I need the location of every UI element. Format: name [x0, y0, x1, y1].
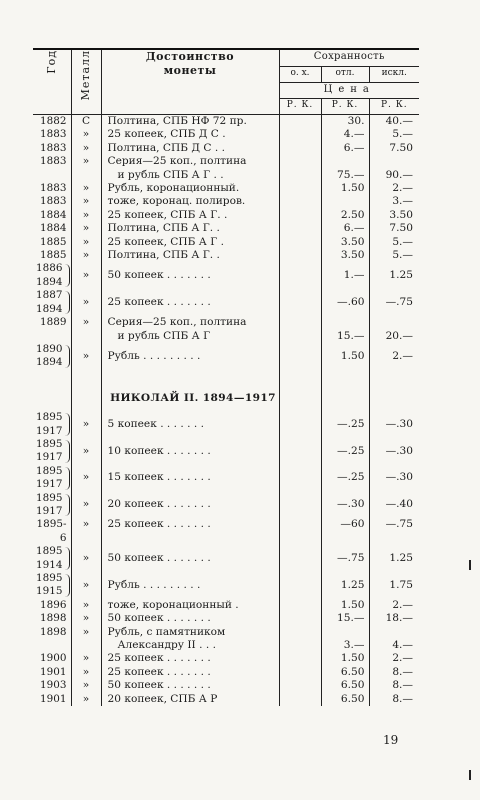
- price-exceptional-cell: —.30: [385, 471, 414, 484]
- year-value: 1914: [36, 558, 63, 571]
- year-value: 1894: [36, 356, 63, 369]
- price-exceptional-cell: 8.—: [392, 665, 414, 678]
- edge-mark: [469, 560, 471, 570]
- table-body: [33, 115, 419, 707]
- price-excellent-cell: 1.50: [321, 343, 369, 370]
- year-cell: 1883: [33, 182, 71, 195]
- denomination-text: Полтина, СПБ НФ 72 пр.: [107, 115, 247, 127]
- price-ordinary-cell: [279, 545, 321, 572]
- section-row: [33, 382, 419, 411]
- metal-column-header: Металл: [71, 49, 101, 115]
- section-cell: [71, 382, 101, 411]
- price-ordinary-cell: [279, 492, 321, 519]
- table-header: [33, 49, 419, 115]
- price-ordinary-cell: [279, 249, 321, 262]
- denomination-text: Полтина, СПБ А Г. .: [107, 222, 220, 235]
- price-ordinary-cell: [279, 316, 321, 343]
- metal-cell: »: [71, 155, 101, 182]
- table-row: [33, 679, 419, 692]
- metal-cell: »: [71, 599, 101, 612]
- price-excellent-cell: 6.—: [321, 222, 369, 235]
- table-row: [33, 262, 419, 289]
- denomination-cell: [101, 316, 279, 343]
- price-excellent-cell: 15.—: [321, 316, 369, 343]
- denomination-text: Полтина, СПБ Д С . .: [107, 141, 225, 154]
- table-row: [33, 626, 419, 653]
- denomination-text: 50 копеек . . . . . . .: [107, 269, 211, 282]
- condition-header: о. х.: [279, 67, 321, 83]
- denomination-cell: [101, 182, 279, 195]
- section-cell: [279, 382, 321, 411]
- denomination-cell: [101, 343, 279, 370]
- table-row: [33, 411, 419, 438]
- price-exceptional-cell: 8.—: [392, 692, 414, 705]
- table-row: [33, 492, 419, 519]
- spacer-cell: [279, 370, 321, 382]
- metal-cell: »: [71, 236, 101, 249]
- currency-header: Р. К.: [279, 99, 321, 115]
- metal-cell: »: [71, 222, 101, 235]
- denomination-text: 25 копеек, СПБ А Г. .: [107, 208, 228, 221]
- table-row: [33, 142, 419, 155]
- metal-cell: »: [71, 343, 101, 370]
- price-ordinary-cell: [279, 128, 321, 141]
- denomination-text: 25 копеек . . . . . . .: [107, 518, 211, 531]
- denomination-cell: [101, 492, 279, 519]
- price-exceptional-cell: 2.—: [392, 182, 414, 195]
- table-row: [33, 249, 419, 262]
- metal-cell: »: [71, 492, 101, 519]
- table-row: [33, 316, 419, 343]
- table-row: [33, 612, 419, 625]
- price-excellent-cell: 6.50: [321, 679, 369, 692]
- price-ordinary-cell: [279, 599, 321, 612]
- metal-cell: »: [71, 666, 101, 679]
- denomination-text: 50 копеек . . . . . . .: [107, 551, 211, 564]
- price-exceptional-cell: 20.—: [385, 329, 414, 342]
- denomination-cell: [101, 545, 279, 572]
- price-exceptional-cell: 1.25: [389, 269, 414, 282]
- spacer-cell: [33, 370, 71, 382]
- table-row: [33, 599, 419, 612]
- price-ordinary-cell: [279, 182, 321, 195]
- price-ordinary-cell: [279, 438, 321, 465]
- year-cell: 1896: [33, 599, 71, 612]
- year-cell: 1883: [33, 142, 71, 155]
- denomination-cell: [101, 679, 279, 692]
- year-cell: 1903: [33, 679, 71, 692]
- section-cell: [321, 382, 369, 411]
- metal-cell: »: [71, 572, 101, 599]
- price-exceptional-cell: 3.—: [392, 195, 414, 208]
- denomination-text: 10 копеек . . . . . . .: [107, 444, 211, 457]
- price-excellent-cell: 30.: [321, 115, 369, 129]
- price-exceptional-cell: —.75: [385, 295, 414, 308]
- price-exceptional-cell: 2.—: [392, 598, 414, 611]
- year-cell: [33, 438, 71, 465]
- price-excellent-cell: 3.—: [321, 626, 369, 653]
- price-excellent-cell: —.75: [321, 545, 369, 572]
- table-row: [33, 209, 419, 222]
- denomination-text: тоже, коронационный .: [107, 598, 239, 611]
- brace-mark: [65, 264, 70, 287]
- table-row: [33, 438, 419, 465]
- price-ordinary-cell: [279, 343, 321, 370]
- condition-header: отл.: [321, 67, 369, 83]
- year-cell: [33, 492, 71, 519]
- price-ordinary-cell: [279, 652, 321, 665]
- year-cell: 1889: [33, 316, 71, 343]
- year-value: 1915: [36, 585, 63, 598]
- price-exceptional-cell: —.40: [385, 498, 414, 511]
- price-exceptional-cell: —.30: [385, 444, 414, 457]
- denomination-text: Серия—25 коп., полтина: [107, 155, 247, 168]
- table-row: [33, 236, 419, 249]
- price-excellent-cell: 1.50: [321, 599, 369, 612]
- metal-cell: »: [71, 693, 101, 706]
- year-cell: 1898: [33, 612, 71, 625]
- year-cell: 1900: [33, 652, 71, 665]
- price-excellent-cell: 1.50: [321, 182, 369, 195]
- price-ordinary-cell: [279, 572, 321, 599]
- price-excellent-cell: —.60: [321, 289, 369, 316]
- year-value: 1895: [36, 437, 63, 450]
- price-excellent-cell: 15.—: [321, 612, 369, 625]
- denomination-cell: [101, 652, 279, 665]
- price-excellent-cell: 3.50: [321, 249, 369, 262]
- denomination-text: 15 копеек . . . . . . .: [107, 471, 211, 484]
- price-excellent-cell: 1.50: [321, 652, 369, 665]
- price-exceptional-cell: 4.—: [392, 639, 414, 652]
- denomination-cell: [101, 666, 279, 679]
- table-row: [33, 518, 419, 545]
- denomination-text: Рубль . . . . . . . . .: [107, 578, 201, 591]
- metal-cell: »: [71, 545, 101, 572]
- price-header: Цена: [279, 83, 419, 99]
- price-exceptional-cell: 1.25: [389, 551, 414, 564]
- price-excellent-cell: —.25: [321, 438, 369, 465]
- metal-cell: »: [71, 182, 101, 195]
- denomination-text: Полтина, СПБ А Г. .: [107, 249, 220, 262]
- table-row: [33, 572, 419, 599]
- metal-cell: »: [71, 128, 101, 141]
- table-row: [33, 195, 419, 208]
- denomination-cell: [101, 612, 279, 625]
- year-value: 1917: [36, 451, 63, 464]
- price-ordinary-cell: [279, 612, 321, 625]
- metal-cell: »: [71, 679, 101, 692]
- metal-cell: »: [71, 316, 101, 343]
- table-row: [33, 465, 419, 492]
- denomination-cell: [101, 115, 279, 129]
- year-value: 1887: [36, 289, 63, 302]
- table-row: [33, 666, 419, 679]
- spacer-cell: [71, 370, 101, 382]
- price-exceptional-cell: 90.—: [385, 168, 414, 181]
- coin-catalog-table: [33, 48, 419, 706]
- price-exceptional-cell: 8.—: [392, 679, 414, 692]
- price-ordinary-cell: [279, 518, 321, 545]
- price-exceptional-cell: —.30: [385, 417, 414, 430]
- denomination-cell: [101, 572, 279, 599]
- price-exceptional-cell: 5.—: [392, 235, 414, 248]
- price-ordinary-cell: [279, 236, 321, 249]
- denomination-cell: [101, 599, 279, 612]
- year-value: 1895: [36, 491, 63, 504]
- price-excellent-cell: 75.—: [321, 155, 369, 182]
- denomination-text: 25 копеек, СПБ Д С .: [107, 128, 226, 141]
- denomination-cell: [101, 518, 279, 545]
- brace-mark: [65, 291, 70, 314]
- year-cell: [33, 262, 71, 289]
- denomination-text: Рубль, с памятником: [107, 625, 226, 638]
- denomination-cell: [101, 222, 279, 235]
- spacer-row: [33, 370, 419, 382]
- denomination-cell: [101, 195, 279, 208]
- metal-cell: »: [71, 249, 101, 262]
- year-cell: [33, 545, 71, 572]
- denomination-text: Рубль . . . . . . . . .: [107, 349, 201, 362]
- brace-mark: [65, 413, 70, 436]
- denomination-text: 50 копеек . . . . . . .: [107, 612, 211, 625]
- year-cell: [33, 289, 71, 316]
- year-value: 1894: [36, 275, 63, 288]
- price-ordinary-cell: [279, 666, 321, 679]
- price-exceptional-cell: 1.75: [389, 578, 414, 591]
- table-row: [33, 182, 419, 195]
- price-ordinary-cell: [279, 693, 321, 706]
- price-ordinary-cell: [279, 115, 321, 129]
- section-cell: [33, 382, 71, 411]
- year-cell: 1901: [33, 693, 71, 706]
- edge-mark: [469, 770, 471, 780]
- price-exceptional-cell: 2.—: [392, 652, 414, 665]
- page-number: 19: [383, 733, 399, 747]
- price-excellent-cell: 1.25: [321, 572, 369, 599]
- denomination-cell: [101, 262, 279, 289]
- denomination-cell: [101, 128, 279, 141]
- brace-mark: [65, 440, 70, 463]
- year-cell: 1885: [33, 236, 71, 249]
- brace-mark: [65, 467, 70, 490]
- metal-cell: »: [71, 411, 101, 438]
- table-row: [33, 545, 419, 572]
- metal-cell: »: [71, 262, 101, 289]
- denomination-text: 20 копеек . . . . . . .: [107, 498, 211, 511]
- denomination-text-continued: и рубль СПБ А Г: [117, 329, 211, 342]
- price-ordinary-cell: [279, 262, 321, 289]
- denomination-cell: [101, 465, 279, 492]
- denomination-cell: [101, 693, 279, 706]
- denomination-text-continued: Александру II . . .: [117, 639, 216, 652]
- denomination-cell: [101, 249, 279, 262]
- price-exceptional-cell: 5.—: [392, 128, 414, 141]
- year-cell: 1883: [33, 195, 71, 208]
- price-excellent-cell: 6.—: [321, 142, 369, 155]
- year-value: 1890: [36, 342, 63, 355]
- year-cell: [33, 343, 71, 370]
- year-cell: 1901: [33, 666, 71, 679]
- year-value: 1895: [36, 464, 63, 477]
- price-exceptional-cell: 7.50: [389, 141, 414, 154]
- price-exceptional-cell: 3.50: [389, 208, 414, 221]
- spacer-cell: [321, 370, 369, 382]
- denomination-cell: [101, 155, 279, 182]
- price-ordinary-cell: [279, 209, 321, 222]
- denomination-cell: [101, 289, 279, 316]
- denomination-text: 25 копеек . . . . . . .: [107, 652, 211, 665]
- year-column-header: Год: [33, 49, 71, 115]
- price-ordinary-cell: [279, 142, 321, 155]
- year-cell: [33, 465, 71, 492]
- price-ordinary-cell: [279, 411, 321, 438]
- price-ordinary-cell: [279, 155, 321, 182]
- year-cell: 1883: [33, 155, 71, 182]
- brace-mark: [65, 547, 70, 570]
- table-row: [33, 652, 419, 665]
- denomination-text: 25 копеек . . . . . . .: [107, 295, 211, 308]
- metal-cell: »: [71, 142, 101, 155]
- metal-cell: »: [71, 612, 101, 625]
- year-cell: [33, 411, 71, 438]
- price-exceptional-cell: —.75: [385, 518, 414, 531]
- denomination-text-continued: и рубль СПБ А Г . .: [117, 168, 224, 181]
- metal-cell: »: [71, 465, 101, 492]
- spacer-cell: [369, 370, 419, 382]
- year-value: 1895: [36, 572, 63, 584]
- year-cell: 1885: [33, 249, 71, 262]
- year-cell: 1882: [33, 115, 71, 129]
- year-value: 1917: [36, 504, 63, 517]
- price-ordinary-cell: [279, 289, 321, 316]
- denomination-text: Рубль, коронационный.: [107, 182, 240, 195]
- price-ordinary-cell: [279, 222, 321, 235]
- year-value: 1895: [36, 545, 63, 558]
- year-cell: [33, 572, 71, 599]
- table-row: [33, 693, 419, 706]
- price-excellent-cell: —.25: [321, 465, 369, 492]
- price-exceptional-cell: 7.50: [389, 222, 414, 235]
- denomination-text: 50 копеек . . . . . . .: [107, 679, 211, 692]
- price-excellent-cell: —60: [321, 518, 369, 545]
- year-value: 1894: [36, 302, 63, 315]
- table-row: [33, 343, 419, 370]
- denomination-text: 20 копеек, СПБ А Р: [107, 692, 218, 705]
- year-cell: 1884: [33, 209, 71, 222]
- spacer-cell: [101, 370, 279, 382]
- year-value: 1895: [36, 411, 63, 424]
- year-cell: 1895-6: [33, 518, 71, 545]
- metal-cell: »: [71, 195, 101, 208]
- year-value: 1917: [36, 424, 63, 437]
- price-excellent-cell: —.30: [321, 492, 369, 519]
- currency-header: Р. К.: [369, 99, 419, 115]
- table-row: [33, 222, 419, 235]
- price-excellent-cell: 2.50: [321, 209, 369, 222]
- condition-header: искл.: [369, 67, 419, 83]
- table-row: [33, 289, 419, 316]
- metal-cell: »: [71, 626, 101, 653]
- denomination-cell: [101, 411, 279, 438]
- denomination-column-header: Достоинство монеты: [101, 49, 279, 115]
- metal-cell: »: [71, 652, 101, 665]
- price-ordinary-cell: [279, 679, 321, 692]
- brace-mark: [65, 494, 70, 517]
- denomination-text: тоже, коронац. полиров.: [107, 195, 246, 208]
- price-excellent-cell: [321, 195, 369, 208]
- denomination-text: 25 копеек, СПБ А Г .: [107, 235, 224, 248]
- denomination-cell: [101, 438, 279, 465]
- price-excellent-cell: 1.—: [321, 262, 369, 289]
- metal-cell: »: [71, 518, 101, 545]
- denomination-cell: [101, 236, 279, 249]
- brace-mark: [65, 345, 70, 368]
- denomination-cell: [101, 626, 279, 653]
- price-excellent-cell: —.25: [321, 411, 369, 438]
- year-value: 1886: [36, 262, 63, 275]
- denomination-cell: [101, 142, 279, 155]
- table-row: [33, 155, 419, 182]
- denomination-text: 5 копеек . . . . . . .: [107, 417, 204, 430]
- year-value: 1917: [36, 478, 63, 491]
- denomination-text: Серия—25 коп., полтина: [107, 316, 247, 329]
- currency-header: Р. К.: [321, 99, 369, 115]
- brace-mark: [65, 574, 70, 597]
- year-cell: 1884: [33, 222, 71, 235]
- preservation-header: Сохранность: [279, 49, 419, 67]
- metal-cell: »: [71, 438, 101, 465]
- section-title: НИКОЛАЙ II. 1894—1917: [101, 382, 279, 411]
- year-cell: 1898: [33, 626, 71, 653]
- price-exceptional-cell: 5.—: [392, 249, 414, 262]
- price-ordinary-cell: [279, 626, 321, 653]
- table-row: [33, 115, 419, 129]
- price-ordinary-cell: [279, 465, 321, 492]
- metal-cell: С: [71, 115, 101, 129]
- price-ordinary-cell: [279, 195, 321, 208]
- denomination-text: 25 копеек . . . . . . .: [107, 665, 211, 678]
- table-row: [33, 128, 419, 141]
- year-cell: 1883: [33, 128, 71, 141]
- price-excellent-cell: 6.50: [321, 666, 369, 679]
- price-exceptional-cell: 18.—: [385, 612, 414, 625]
- metal-cell: »: [71, 209, 101, 222]
- denomination-cell: [101, 209, 279, 222]
- price-excellent-cell: 6.50: [321, 693, 369, 706]
- price-excellent-cell: 4.—: [321, 128, 369, 141]
- metal-cell: »: [71, 289, 101, 316]
- price-excellent-cell: 3.50: [321, 236, 369, 249]
- price-exceptional-cell: 2.—: [392, 349, 414, 362]
- price-exceptional-cell: 40.—: [385, 115, 414, 127]
- section-cell: [369, 382, 419, 411]
